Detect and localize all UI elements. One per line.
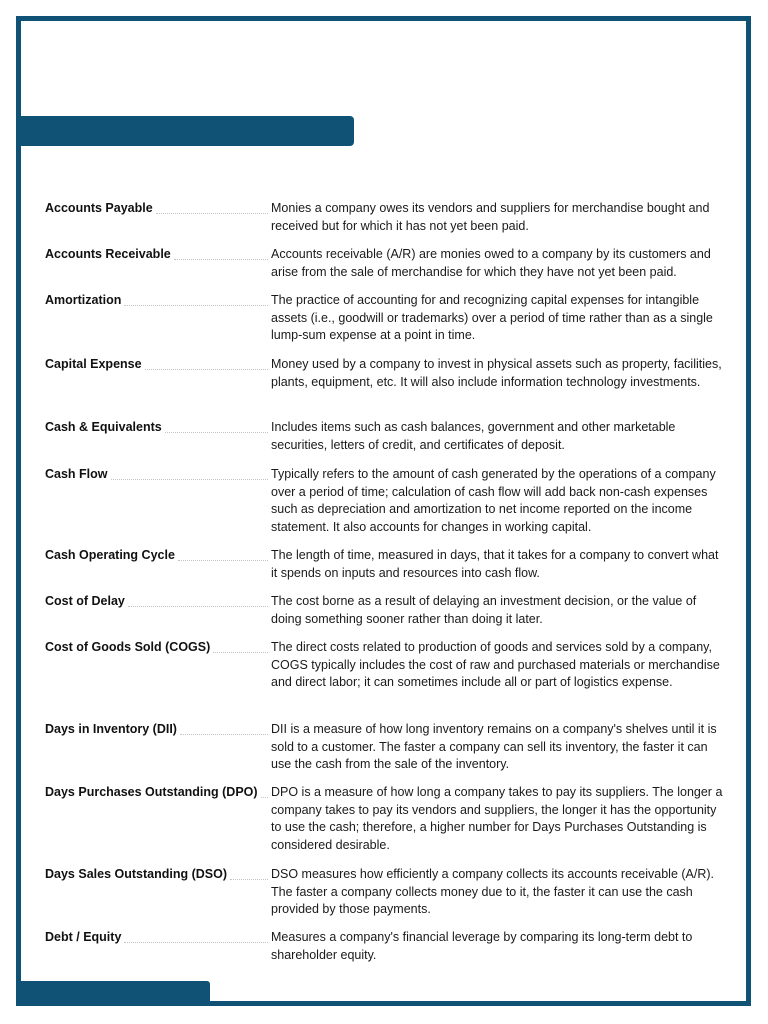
glossary-definition: The direct costs related to production of goods and services sold by a company, COGS typically includes the cost of raw and purchased materials or merchandise and direct labor; it can sometimes include all or part of logistics expense.	[271, 640, 720, 690]
dotted-leader	[178, 560, 268, 561]
glossary-definition: Money used by a company to invest in physical assets such as property, facilities, plants, equipment, etc. It will also include information technology investments.	[271, 357, 722, 389]
glossary-term: Cash & Equivalents	[45, 420, 162, 435]
glossary-definition: DSO measures how efficiently a company collects its accounts receivable (A/R). The faster a company collects money due to it, the faster it can use the cash provided by those payments.	[271, 867, 715, 917]
glossary-term: Cash Operating Cycle	[45, 548, 175, 563]
glossary-term: Days Purchases Outstanding (DPO)	[45, 785, 258, 800]
glossary-term: Accounts Receivable	[45, 247, 171, 262]
glossary-term: Amortization	[45, 293, 122, 308]
footer-bar	[20, 981, 210, 1003]
header-bar	[20, 116, 354, 146]
glossary-definition: Monies a company owes its vendors and suppliers for merchandise bought and received but for which it has not yet been paid.	[271, 201, 710, 233]
dotted-leader	[128, 606, 268, 607]
dotted-leader	[213, 652, 268, 653]
dotted-leader	[156, 213, 268, 214]
glossary-definition: The cost borne as a result of delaying an investment decision, or the value of doing something sooner rather than doing it later.	[271, 594, 697, 626]
glossary-term: Cost of Goods Sold (COGS)	[45, 640, 211, 655]
dotted-leader	[145, 369, 268, 370]
dotted-leader	[174, 259, 268, 260]
glossary-definition: The practice of accounting for and recognizing capital expenses for intangible assets (i.e., goodwill or trademarks) over a period of time rather than as a single lump-sum expense at a point in time.	[271, 293, 713, 343]
glossary-term: Accounts Payable	[45, 201, 153, 216]
dotted-leader	[180, 734, 268, 735]
dotted-leader	[124, 942, 268, 943]
glossary-term: Debt / Equity	[45, 930, 122, 945]
glossary-definition: Measures a company's financial leverage by comparing its long-term debt to shareholder equity.	[271, 930, 693, 962]
glossary-definition: Typically refers to the amount of cash generated by the operations of a company over a period of time; calculation of cash flow will add back non-cash expenses such as depreciation and amortization to net income reported on the income statement. It also accounts for changes in working capital.	[271, 467, 716, 534]
glossary-term: Cost of Delay	[45, 594, 125, 609]
glossary-definition: Accounts receivable (A/R) are monies owed to a company by its customers and arise from the sale of merchandise for which they have not yet been paid.	[271, 247, 711, 279]
glossary-term: Days in Inventory (DII)	[45, 722, 177, 737]
dotted-leader	[124, 305, 268, 306]
dotted-leader	[230, 879, 268, 880]
glossary-definition: DII is a measure of how long inventory remains on a company's shelves until it is sold to a customer. The faster a company can sell its inventory, the faster it can use the cash from the sale of the inventory.	[271, 722, 717, 772]
dotted-leader	[111, 479, 268, 480]
glossary-term: Days Sales Outstanding (DSO)	[45, 867, 227, 882]
glossary-definition: The length of time, measured in days, that it takes for a company to convert what it spends on inputs and resources into cash flow.	[271, 548, 719, 580]
glossary-term: Cash Flow	[45, 467, 108, 482]
glossary-term: Capital Expense	[45, 357, 142, 372]
glossary-definition: DPO is a measure of how long a company takes to pay its suppliers. The longer a company takes to pay its vendors and suppliers, the longer it has the opportunity to use the cash; therefore, a higher number for Days Purchases Outstanding is considered desirable.	[271, 785, 723, 852]
glossary-definition: Includes items such as cash balances, government and other marketable securities, letters of credit, and certificates of deposit.	[271, 420, 676, 452]
dotted-leader	[165, 432, 268, 433]
dotted-leader	[261, 797, 268, 798]
